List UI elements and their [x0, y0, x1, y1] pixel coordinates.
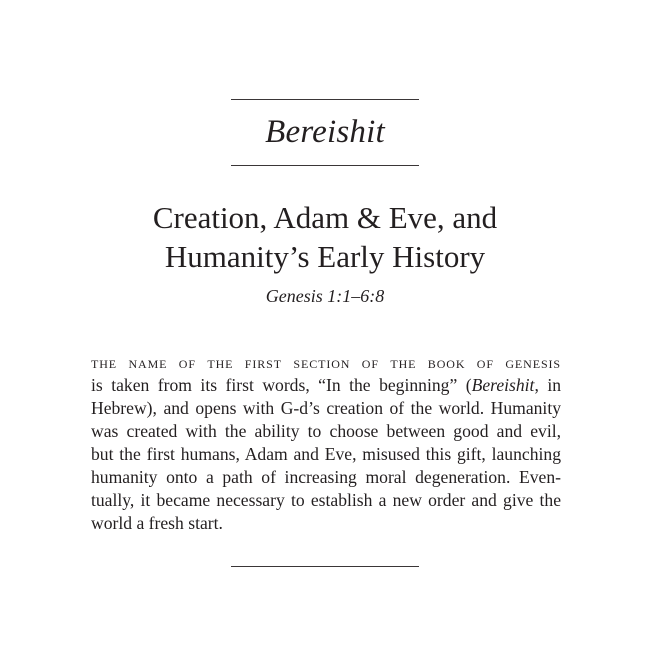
- chapter-heading: [60, 198, 590, 276]
- intro-line-7: tually, it became necessary to establish a new order and give the: [91, 490, 561, 510]
- intro-lead-in: the name of the first section of the book of genesis: [91, 353, 561, 372]
- title-underline-rule: [231, 165, 419, 166]
- intro-line-2-b: , in: [534, 375, 562, 395]
- parsha-title: Bereishit: [265, 114, 385, 150]
- bottom-rule: [231, 566, 419, 567]
- intro-line-4: was created with the ability to choose between good and evil,: [91, 421, 561, 441]
- intro-line-3: Hebrew), and opens with G-d’s creation of the world. Humanity: [91, 398, 561, 418]
- top-rule: [231, 99, 419, 100]
- heading-line-1: Creation, Adam & Eve, and: [152, 200, 498, 235]
- intro-line-1: [91, 351, 561, 374]
- intro-line-8: world a fresh start.: [91, 513, 223, 533]
- intro-line-2-a: is taken from its first words, “In the beginning” (: [91, 375, 472, 395]
- intro-line-2: [91, 374, 561, 397]
- intro-hebrew-term: Bereishit: [471, 375, 535, 395]
- heading-line-2: Humanity’s Early History: [164, 239, 486, 274]
- scripture-reference: Genesis 1:1–6:8: [265, 286, 385, 306]
- intro-paragraph: [91, 351, 561, 535]
- intro-line-5: but the first humans, Adam and Eve, misused this gift, launching: [91, 444, 561, 464]
- intro-line-6: humanity onto a path of increasing moral degeneration. Even-: [91, 467, 561, 487]
